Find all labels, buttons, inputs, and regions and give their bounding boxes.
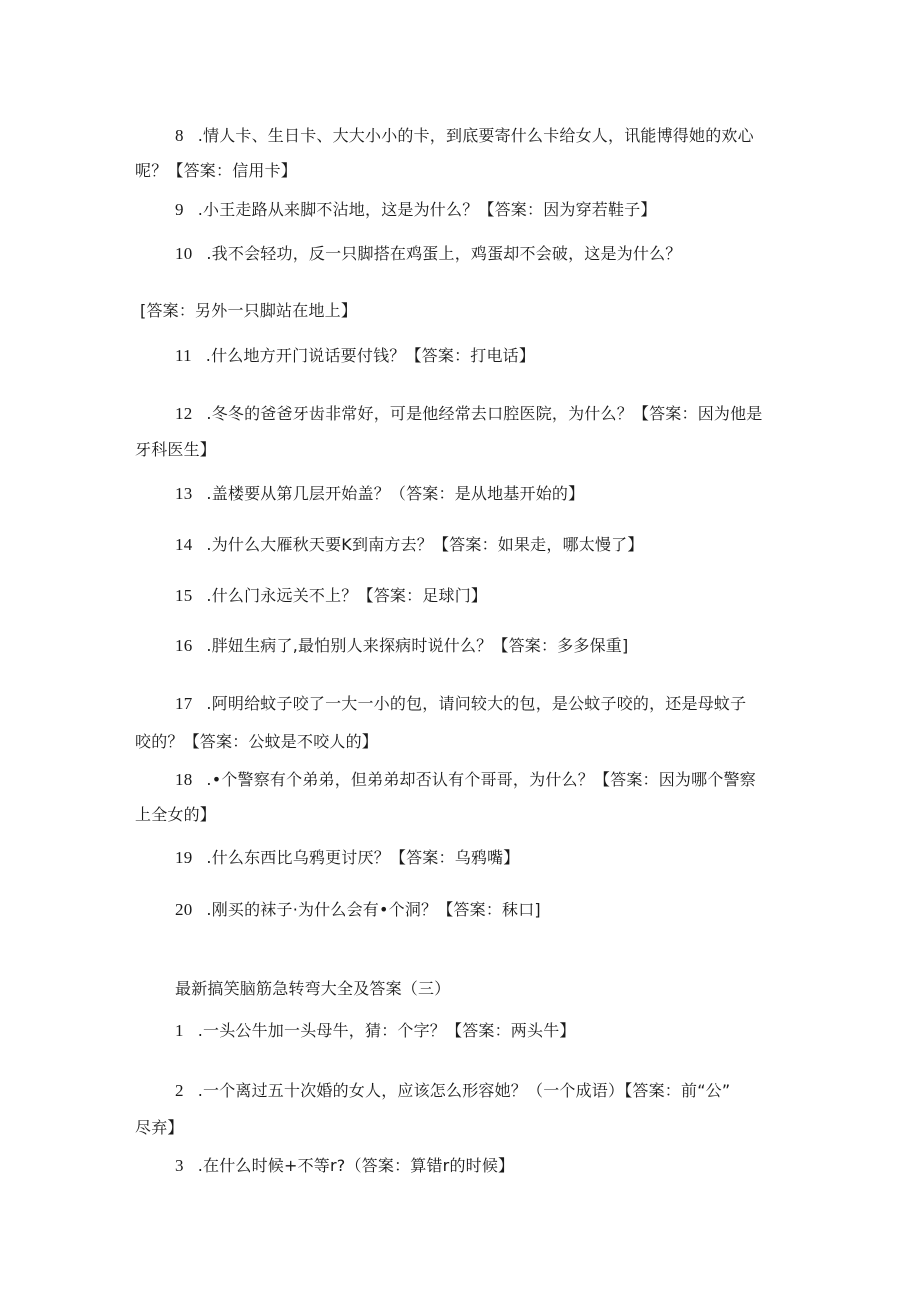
riddle-20-line-1 bbox=[175, 899, 541, 921]
riddle-text: .一头公牛加一头母牛，猜：个字？【答案：两头牛】 bbox=[197, 1021, 576, 1040]
riddle-13-line-1 bbox=[175, 483, 584, 505]
riddle-number: 18 bbox=[175, 770, 193, 789]
riddle-number: 19 bbox=[175, 848, 193, 867]
riddle-number: 17 bbox=[175, 694, 193, 713]
riddle-s3-3-line-1 bbox=[175, 1155, 514, 1177]
riddle-8-line-2: 呢？【答案：信用卡】 bbox=[135, 161, 298, 180]
riddle-16-line-1 bbox=[175, 635, 628, 657]
riddle-8-line-1 bbox=[175, 125, 754, 147]
riddle-19-line-1 bbox=[175, 847, 520, 869]
riddle-text: .•个警察有个弟弟，但弟弟却否认有个哥哥，为什么？【答案：因为哪个警察 bbox=[206, 770, 756, 789]
riddle-number: 8 bbox=[175, 126, 184, 145]
riddle-text: .什么门永远关不上？【答案：足球门】 bbox=[206, 586, 488, 605]
riddle-text: .刚买的袜子·为什么会有•个洞？【答案：秣口] bbox=[206, 900, 541, 919]
riddle-text: .我不会轻功，反一只脚搭在鸡蛋上，鸡蛋却不会破，这是为什么？ bbox=[206, 244, 682, 263]
riddle-text: .情人卡、生日卡、大大小小的卡，到底要寄什么卡给女人，讯能博得她的欢心 bbox=[197, 126, 754, 145]
riddle-10-line-1 bbox=[175, 243, 682, 265]
riddle-text: .什么地方开门说话要付钱？【答案：打电话】 bbox=[205, 346, 536, 365]
riddle-15-line-1 bbox=[175, 585, 487, 607]
riddle-14-line-1 bbox=[175, 534, 644, 556]
riddle-number: 9 bbox=[175, 200, 184, 219]
riddle-number: 2 bbox=[175, 1081, 184, 1100]
riddle-18-line-2: 上全女的】 bbox=[135, 805, 217, 824]
riddle-number: 20 bbox=[175, 900, 193, 919]
riddle-18-line-1 bbox=[175, 769, 756, 791]
riddle-10-line-2: [答案：另外一只脚站在地上】 bbox=[140, 301, 358, 320]
riddle-number: 16 bbox=[175, 636, 193, 655]
riddle-text: .一个离过五十次婚的女人，应该怎么形容她？（一个成语）【答案：前“公” bbox=[197, 1081, 731, 1100]
riddle-17-line-1 bbox=[175, 693, 746, 715]
riddle-text: .小王走路从来脚不沾地，这是为什么？【答案：因为穿若鞋子】 bbox=[197, 200, 657, 219]
riddle-text: .为什么大雁秋天要K到南方去？【答案：如果走，哪太慢了】 bbox=[206, 535, 644, 554]
riddle-number: 1 bbox=[175, 1021, 184, 1040]
riddle-9-line-1 bbox=[175, 199, 657, 221]
riddle-11-line-1 bbox=[175, 345, 535, 367]
riddle-number: 10 bbox=[175, 244, 193, 263]
riddle-text: .在什么时候+不等r?（答案：算错r的时候】 bbox=[197, 1156, 515, 1175]
riddle-text: .阿明给蚊子咬了一大一小的包，请问较大的包，是公蚊子咬的，还是母蚊子 bbox=[206, 694, 747, 713]
riddle-text: .盖楼要从第几层开始盖？（答案：是从地基开始的】 bbox=[206, 484, 585, 503]
riddle-number: 12 bbox=[175, 404, 193, 423]
riddle-text: .冬冬的爸爸牙齿非常好，可是他经常去口腔医院，为什么？【答案：因为他是 bbox=[206, 404, 763, 423]
riddle-text: .胖妞生病了,最怕别人来探病时说什么？【答案：多多保重] bbox=[206, 636, 629, 655]
riddle-number: 14 bbox=[175, 535, 193, 554]
section-title: 最新搞笑脑筋急转弯大全及答案（三） bbox=[175, 979, 451, 998]
riddle-12-line-2: 牙科医生】 bbox=[135, 440, 217, 459]
riddle-number: 13 bbox=[175, 484, 193, 503]
riddle-number: 11 bbox=[175, 346, 192, 365]
riddle-s3-2-line-1 bbox=[175, 1080, 730, 1102]
riddle-text: .什么东西比乌鸦更讨厌？【答案：乌鸦嘴】 bbox=[206, 848, 520, 867]
riddle-s3-2-line-2: 尽弃】 bbox=[135, 1118, 184, 1137]
riddle-number: 3 bbox=[175, 1156, 184, 1175]
riddle-number: 15 bbox=[175, 586, 193, 605]
riddle-s3-1-line-1 bbox=[175, 1020, 576, 1042]
riddle-12-line-1 bbox=[175, 403, 763, 425]
riddle-17-line-2: 咬的？【答案：公蚊是不咬人的】 bbox=[135, 732, 379, 751]
